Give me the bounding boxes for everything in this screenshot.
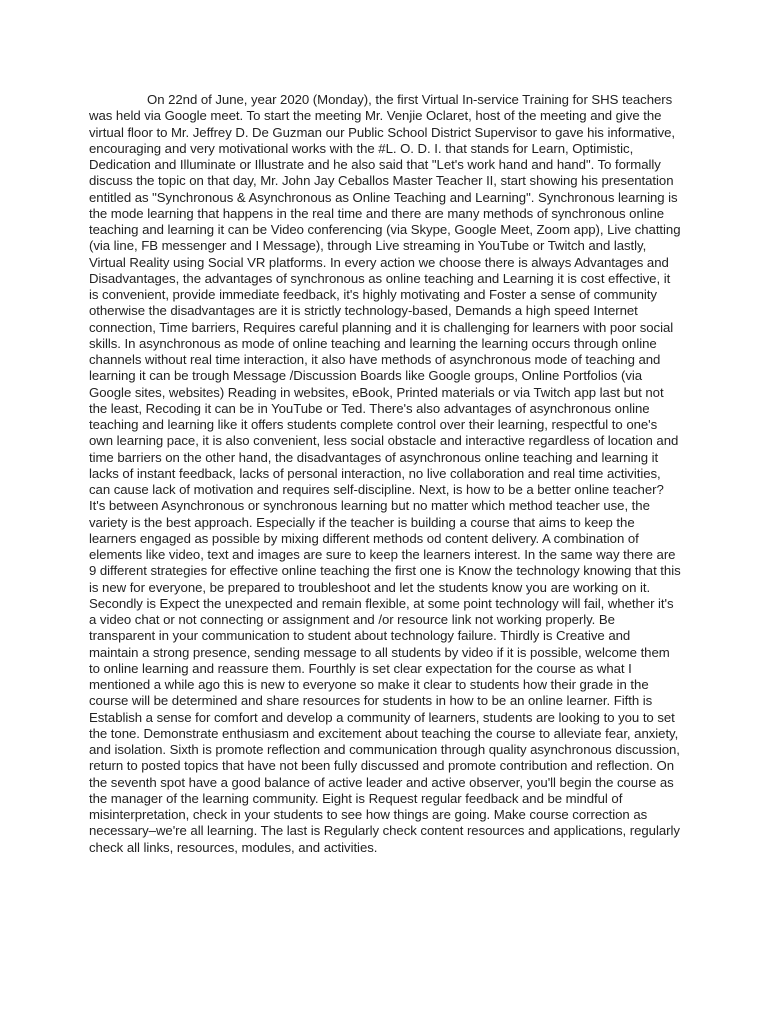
body-paragraph: On 22nd of June, year 2020 (Monday), the first Virtual In-service Training for SHS teachers was held via Google meet. To start the meeting Mr. Venjie Oclaret, host of the meeting and give the virtual floor to Mr. Jeffrey D. De Guzman our Public School District Supervisor to gave his informative, encouraging and very motivational works with the #L. O. D. I. that stands for Learn, Optimistic, Dedication and Illuminate or Illustrate and he also said that "Let's work hand and hand". To formally discuss the topic on that day, Mr. John Jay Ceballos Master Teacher II, start showing his presentation entitled as "Synchronous & Asynchronous as Online Teaching and Learning". Synchronous learning is the mode learning that happens in the real time and there are many methods of synchronous online teaching and learning it can be Video conferencing (via Skype, Google Meet, Zoom app), Live chatting (via line, FB messenger and I Message), through Live streaming in YouTube or Twitch and lastly, Virtual Reality using Social VR platforms. In every action we choose there is always Advantages and Disadvantages, the advantages of synchronous as online teaching and Learning it is cost effective, it is convenient, provide immediate feedback, it's highly motivating and Foster a sense of community otherwise the disadvantages are it is strictly technology-based, Demands a high speed Internet connection, Time barriers, Requires careful planning and it is challenging for learners with poor social skills. In asynchronous as mode of online teaching and learning the learning occurs through online channels without real time interaction, it also have methods of asynchronous mode of teaching and learning it can be trough Message /Discussion Boards like Google groups, Online Portfolios (via Google sites, websites) Reading in websites, eBook, Printed materials or via Twitch app last but not the least, Recoding it can be in YouTube or Ted. There's also advantages of asynchronous online teaching and learning like it offers students complete control over their learning, respectful to one's own learning pace, it is also convenient, less social obstacle and interactive regardless of location and time barriers on the other hand, the disadvantages of asynchronous online teaching and learning it lacks of instant feedback, lacks of personal interaction, no live collaboration and real time activities, can cause lack of motivation and requires self-discipline. Next, is how to be a better online teacher? It's between Asynchronous or synchronous learning but no matter which method teacher use, the variety is the best approach. Especially if the teacher is building a course that aims to keep the learners engaged as possible by mixing different methods od content delivery. A combination of elements like video, text and images are sure to keep the learners interest. In the same way there are 9 different strategies for effective online teaching the first one is Know the technology knowing that this is new for everyone, be prepared to troubleshoot and let the students know you are working on it. Secondly is Expect the unexpected and remain flexible, at some point technology will fail, whether it's a video chat or not connecting or assignment and /or resource link not working properly. Be transparent in your communication to student about technology failure. Thirdly is Creative and maintain a strong presence, sending message to all students by video if it is possible, welcome them to online learning and reassure them. Fourthly is set clear expectation for the course as what I mentioned a while ago this is new to everyone so make it clear to students how their grade in the course will be determined and share resources for students in how to be an online learner. Fifth is Establish a sense for comfort and develop a community of learners, students are looking to you to set the tone. Demonstrate enthusiasm and excitement about teaching the course to alleviate fear, anxiety, and isolation. Sixth is promote reflection and communication through quality asynchronous discussion, return to posted topics that have not been fully discussed and promote contribution and reflection. On the seventh spot have a good balance of active leader and active observer, you'll begin the course as the manager of the learning community. Eight is Request regular feedback and be mindful of misinterpretation, check in your students to see how things are going. Make course correction as necessary–we're all learning. The last is Regularly check content resources and applications, regularly check all links, resources, modules, and activities. — [89, 92, 681, 855]
